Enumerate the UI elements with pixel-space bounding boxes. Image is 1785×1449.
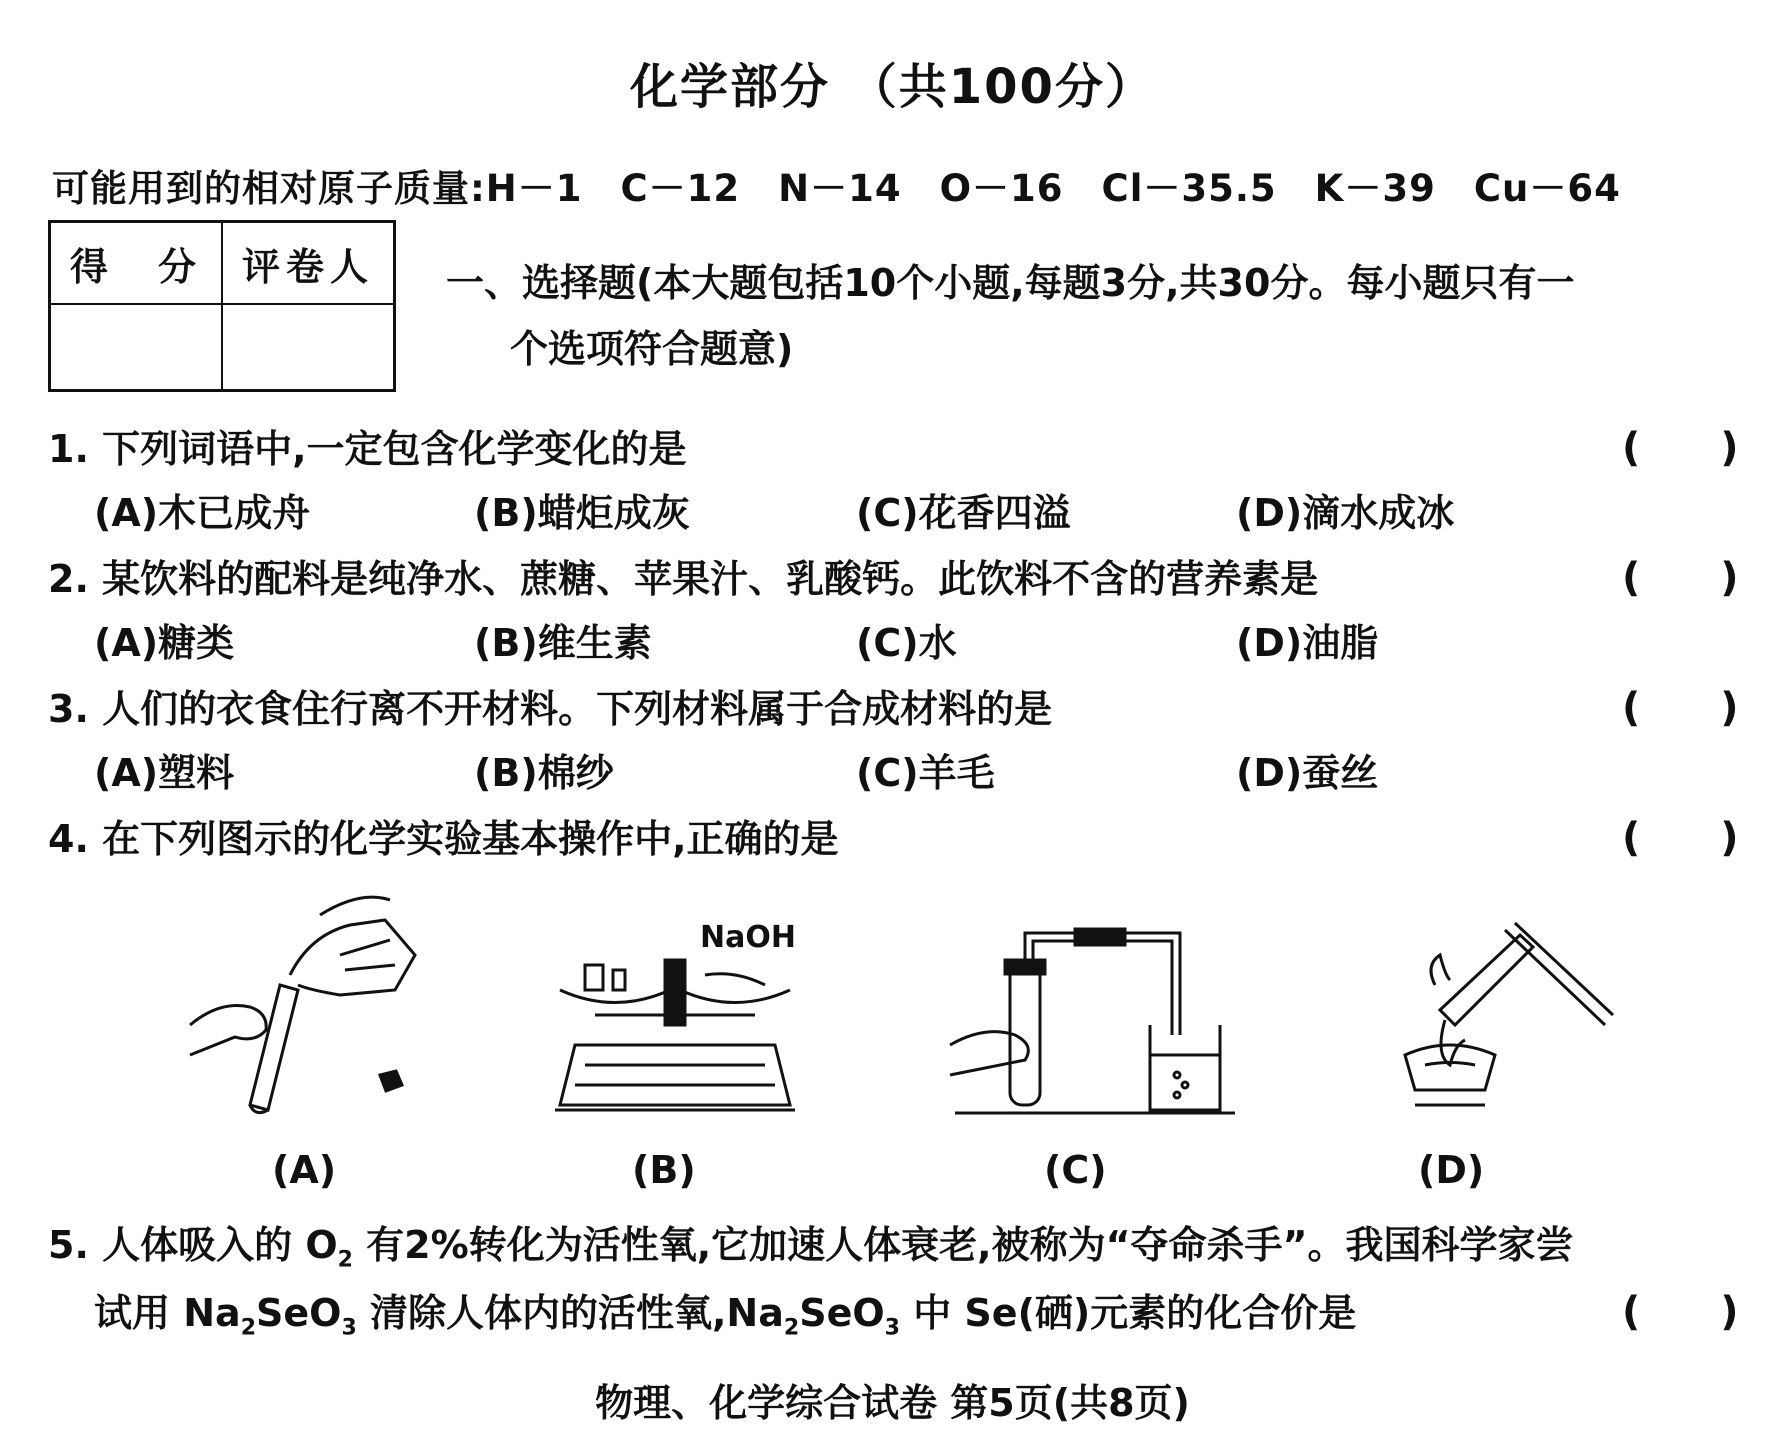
figure-d-heating xyxy=(1395,915,1635,1115)
answer-blank-3[interactable]: ( ) xyxy=(1622,685,1739,731)
option-2c: (C)水 xyxy=(856,621,957,665)
option-2d: (D)油脂 xyxy=(1236,621,1379,665)
option-3c: (C)羊毛 xyxy=(856,751,995,795)
section-heading: 一、选择题(本大题包括10个小题,每题3分,共30分。每小题只有一 xyxy=(446,261,1575,305)
figure-d-label: (D) xyxy=(1418,1148,1485,1192)
figure-b-label: (B) xyxy=(632,1148,696,1192)
page-footer: 物理、化学综合试卷 第5页(共8页) xyxy=(595,1381,1190,1425)
option-3a: (A)塑料 xyxy=(94,751,235,795)
atomic-masses: 可能用到的相对原子质量:H－1 C－12 N－14 O－16 Cl－35.5 K－39 Cu－64 xyxy=(52,167,1621,210)
question-4-stem: 4. 在下列图示的化学实验基本操作中,正确的是 xyxy=(48,817,839,861)
question-5-stem-line1: 5. 人体吸入的 $O_2$ 有2%转化为活性氧,它加速人体衰老,被称为“夺命杀手”。我国科学家尝 xyxy=(48,1223,1574,1273)
option-1c: (C)花香四溢 xyxy=(856,491,1071,535)
score-table xyxy=(48,220,396,392)
question-3-stem: 3. 人们的衣食住行离不开材料。下列材料属于合成材料的是 xyxy=(48,687,1053,731)
option-2b: (B)维生素 xyxy=(474,621,652,665)
option-1d: (D)滴水成冰 xyxy=(1236,491,1455,535)
grader-header: 评卷人 xyxy=(222,222,395,305)
question-2-stem: 2. 某饮料的配料是纯净水、蔗糖、苹果汁、乳酸钙。此饮料不含的营养素是 xyxy=(48,557,1319,601)
answer-blank-2[interactable]: ( ) xyxy=(1622,555,1739,601)
naoh-label: NaOH xyxy=(700,920,796,955)
figure-b-balance xyxy=(555,955,795,1115)
option-1b: (B)蜡炬成灰 xyxy=(474,491,690,535)
figure-c-label: (C) xyxy=(1044,1148,1107,1192)
page-title: 化学部分 （共100分） xyxy=(630,59,1155,115)
question-5-stem-line2: 试用 $Na_2SeO_3$ 清除人体内的活性氧$,Na_2SeO_3$ 中 Se(硒)元素的化合价是 xyxy=(94,1291,1357,1341)
grader-cell[interactable] xyxy=(222,304,395,391)
figure-a-pouring xyxy=(180,895,440,1120)
option-3d: (D)蚕丝 xyxy=(1236,751,1379,795)
answer-blank-4[interactable]: ( ) xyxy=(1622,815,1739,861)
section-heading-cont: 个选项符合题意) xyxy=(510,327,794,371)
answer-blank-1[interactable]: ( ) xyxy=(1622,425,1739,471)
option-2a: (A)糖类 xyxy=(94,621,235,665)
score-header: 得 分 xyxy=(50,222,223,305)
figure-c-airtightness xyxy=(945,925,1245,1120)
option-1a: (A)木已成舟 xyxy=(94,491,311,535)
answer-blank-5[interactable]: ( ) xyxy=(1622,1289,1739,1335)
figure-a-label: (A) xyxy=(272,1148,337,1192)
option-3b: (B)棉纱 xyxy=(474,751,614,795)
score-cell[interactable] xyxy=(50,304,223,391)
question-1-stem: 1. 下列词语中,一定包含化学变化的是 xyxy=(48,427,687,471)
